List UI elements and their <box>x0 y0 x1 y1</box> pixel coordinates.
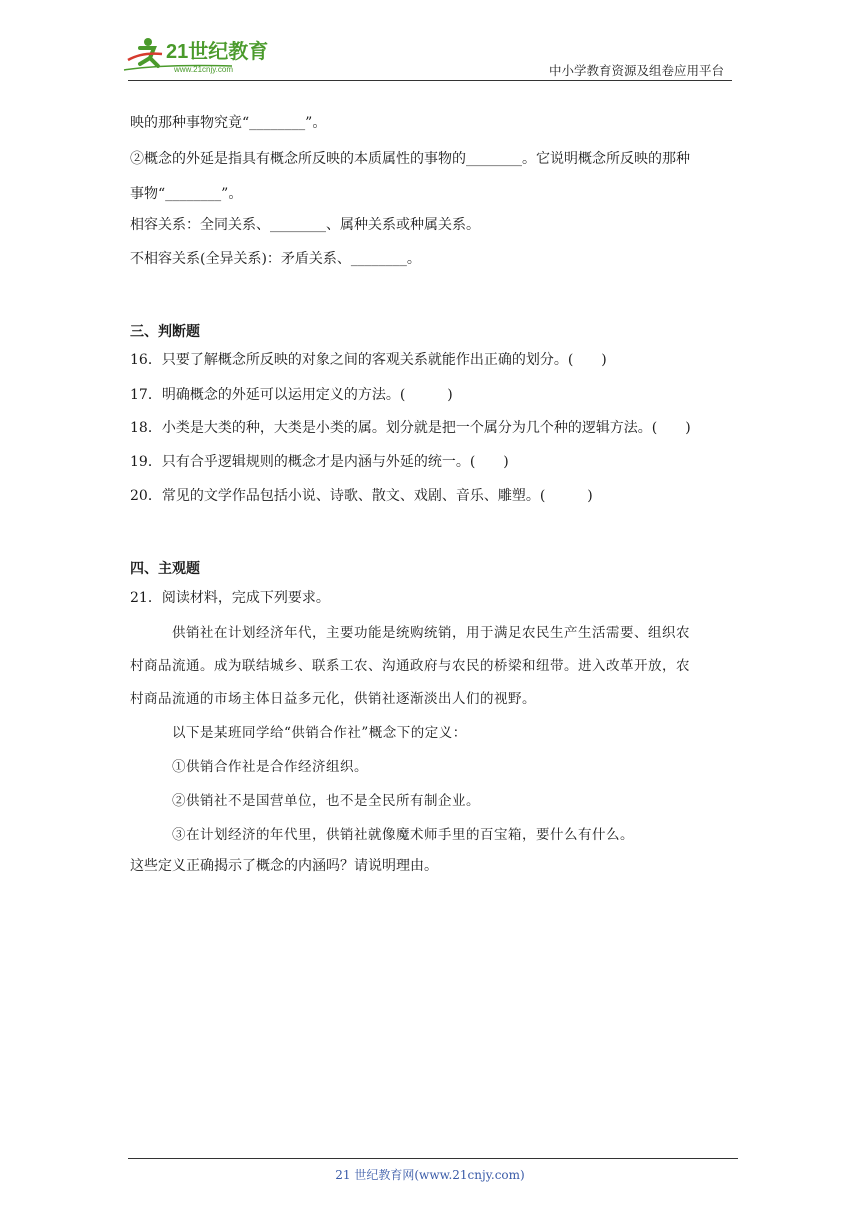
material-line-2: 村商品流通。成为联结城乡、联系工农、沟通政府与农民的桥梁和纽带。进入改革开放，农 <box>130 658 690 674</box>
judge-item-19: 19．只有合乎逻辑规则的概念才是内涵与外延的统一。( ) <box>130 454 509 470</box>
fill-line-3: 事物“________”。 <box>130 186 243 202</box>
fill-line-2: ②概念的外延是指具有概念所反映的本质属性的事物的________。它说明概念所反映的那种 <box>130 151 690 167</box>
question-21-prompt: 这些定义正确揭示了概念的内涵吗？请说明理由。 <box>130 858 438 874</box>
site-logo <box>122 34 292 78</box>
judge-section-title: 三、判断题 <box>130 324 200 340</box>
footer-divider <box>128 1158 738 1159</box>
judge-item-16: 16．只要了解概念所反映的对象之间的客观关系就能作出正确的划分。( ) <box>130 352 607 368</box>
material-line-1: 供销社在计划经济年代，主要功能是统购统销，用于满足农民生产生活需要、组织农 <box>172 625 690 641</box>
footer-link[interactable]: 21 世纪教育网(www.21cnjy.com) <box>335 1168 525 1182</box>
material-line-3: 村商品流通的市场主体日益多元化，供销社逐渐淡出人们的视野。 <box>130 691 536 707</box>
judge-item-18: 18．小类是大类的种，大类是小类的属。划分就是把一个属分为几个种的逻辑方法。( ) <box>130 420 691 436</box>
question-21: 21．阅读材料，完成下列要求。 <box>130 590 330 606</box>
material-line-4: 以下是某班同学给“供销合作社”概念下的定义： <box>172 725 467 741</box>
logo-url: www.21cnjy.com <box>174 65 233 74</box>
definition-1: ①供销合作社是合作经济组织。 <box>172 759 368 775</box>
judge-item-17: 17．明确概念的外延可以运用定义的方法。( ) <box>130 387 453 403</box>
definition-3: ③在计划经济的年代里，供销社就像魔术师手里的百宝箱，要什么有什么。 <box>172 827 634 843</box>
header-divider <box>128 80 732 81</box>
subjective-section-title: 四、主观题 <box>130 561 200 577</box>
fill-line-1: 映的那种事物究竟“________”。 <box>130 115 327 131</box>
judge-item-20: 20．常见的文学作品包括小说、诗歌、散文、戏剧、音乐、雕塑。( ) <box>130 488 593 504</box>
header-tagline: 中小学教育资源及组卷应用平台 <box>548 63 724 78</box>
fill-line-4: 相容关系：全同关系、________、属种关系或种属关系。 <box>130 217 480 233</box>
definition-2: ②供销社不是国营单位，也不是全民所有制企业。 <box>172 793 480 809</box>
logo-text: 21世纪教育 <box>166 41 269 63</box>
fill-line-5: 不相容关系(全异关系)：矛盾关系、________。 <box>130 251 421 267</box>
